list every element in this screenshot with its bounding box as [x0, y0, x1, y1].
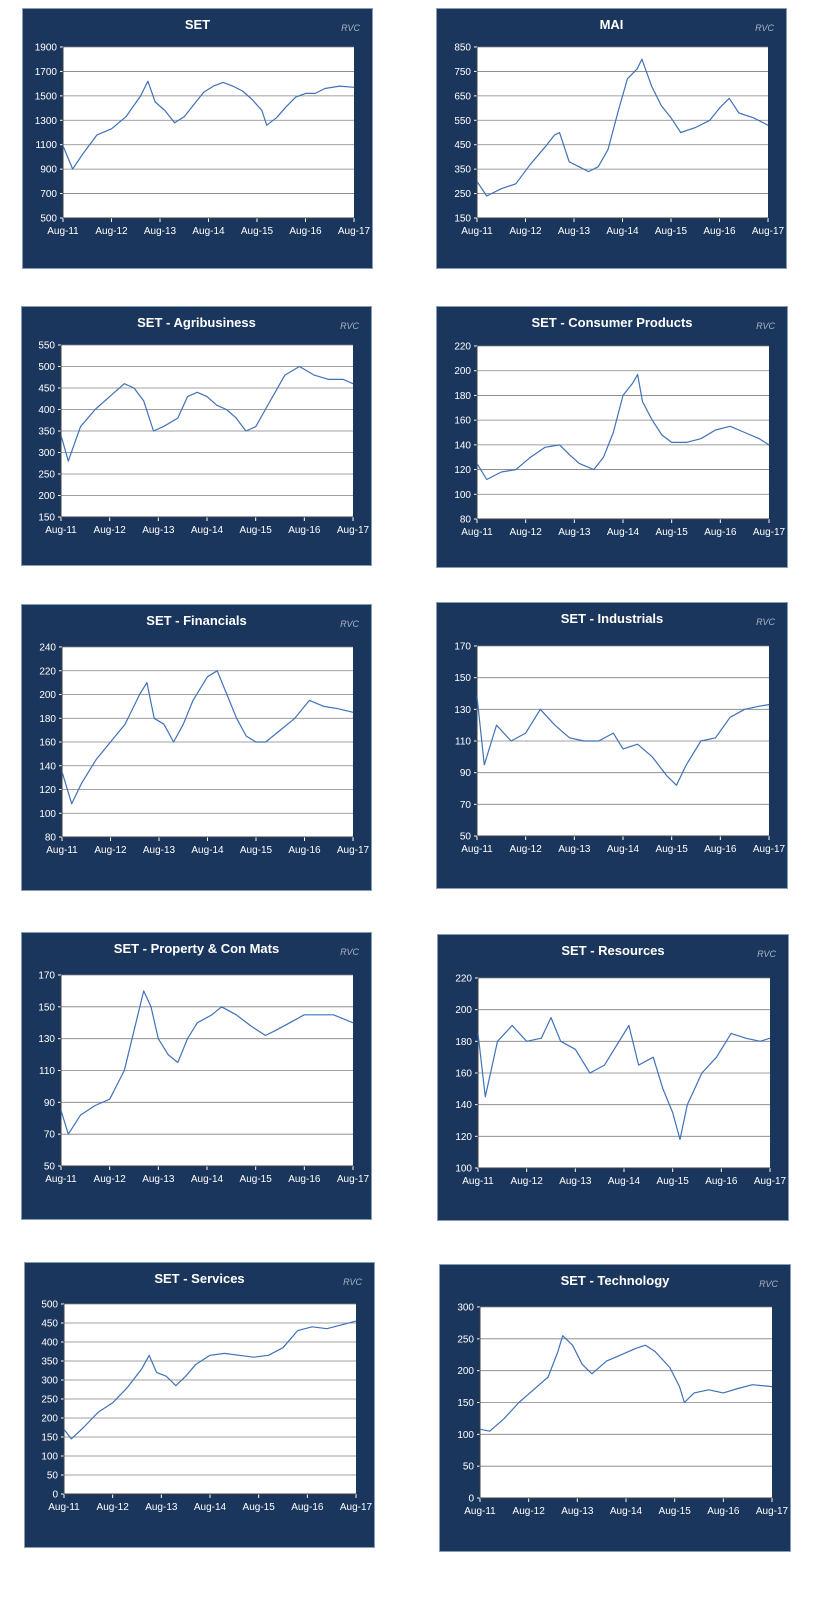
chart-title: SET - Agribusiness — [137, 315, 256, 330]
y-tick-label: 200 — [41, 1413, 58, 1425]
y-tick-label: 150 — [457, 1398, 474, 1409]
y-tick-label: 250 — [41, 1394, 58, 1406]
y-tick-label: 180 — [39, 713, 56, 725]
y-tick-label: 1700 — [34, 66, 57, 78]
chart-plot-svg — [437, 9, 788, 270]
y-tick-label: 130 — [454, 704, 471, 716]
y-tick-label: 160 — [455, 1068, 472, 1080]
x-tick-label: Aug-11 — [45, 1174, 77, 1185]
y-tick-label: 110 — [39, 1066, 55, 1077]
y-tick-label: 400 — [38, 405, 55, 416]
x-tick-label: Aug-13 — [143, 226, 177, 237]
y-tick-label: 1500 — [34, 91, 57, 103]
y-tick-label: 160 — [454, 415, 471, 427]
chart-title: SET — [184, 17, 211, 32]
y-tick-label: 140 — [39, 761, 56, 773]
chart-title: SET - Industrials — [560, 611, 664, 626]
chart-panel-consumer-products — [436, 306, 788, 568]
chart-title: MAI — [599, 17, 624, 32]
y-tick-label: 220 — [455, 973, 472, 985]
y-tick-label: 80 — [459, 514, 471, 526]
x-tick-label: Aug-14 — [193, 1502, 227, 1513]
x-tick-label: Aug-13 — [557, 226, 591, 237]
chart-panel-mai — [436, 8, 787, 269]
x-tick-label: Aug-15 — [655, 527, 688, 538]
y-tick-label: 250 — [38, 469, 55, 481]
y-tick-label: 150 — [454, 213, 471, 225]
x-tick-label: Aug-14 — [606, 226, 639, 237]
x-tick-label: Aug-14 — [190, 1174, 224, 1185]
y-tick-label: 650 — [454, 91, 471, 103]
x-tick-label: Aug-17 — [752, 527, 786, 538]
y-tick-label: 700 — [40, 189, 57, 201]
x-tick-label: Aug-14 — [191, 845, 224, 856]
y-tick-label: 130 — [38, 1034, 55, 1046]
plot-area — [63, 47, 354, 218]
y-tick-label: 70 — [43, 1129, 55, 1141]
x-tick-label: Aug-11 — [48, 1502, 80, 1513]
y-tick-label: 250 — [457, 1334, 474, 1346]
y-tick-label: 170 — [454, 641, 471, 653]
y-tick-label: 900 — [40, 164, 57, 176]
x-tick-label: Aug-12 — [93, 525, 126, 536]
chart-panel-resources — [437, 934, 789, 1221]
chart-plot-svg — [437, 307, 789, 569]
y-tick-label: 0 — [468, 1493, 474, 1505]
y-tick-label: 80 — [44, 832, 56, 844]
x-tick-label: Aug-14 — [607, 1176, 641, 1187]
chart-plot-svg — [22, 307, 373, 567]
y-tick-label: 200 — [38, 491, 55, 502]
y-tick-label: 100 — [41, 1451, 58, 1463]
y-tick-label: 500 — [38, 362, 55, 373]
y-tick-label: 1300 — [34, 115, 57, 127]
chart-panel-financials — [21, 604, 372, 891]
x-tick-label: Aug-16 — [288, 845, 321, 856]
y-tick-label: 90 — [43, 1097, 55, 1109]
y-tick-label: 550 — [454, 115, 471, 127]
rvc-badge: RVC — [343, 1277, 362, 1287]
x-tick-label: Aug-16 — [707, 1506, 740, 1517]
x-tick-label: Aug-17 — [752, 844, 786, 855]
y-tick-label: 50 — [462, 1461, 474, 1473]
y-tick-label: 140 — [454, 440, 471, 452]
chart-title: SET - Property & Con Mats — [113, 941, 280, 956]
y-tick-label: 100 — [454, 489, 471, 501]
x-tick-label: Aug-11 — [46, 845, 78, 856]
y-tick-label: 50 — [43, 1161, 55, 1173]
chart-plot-svg — [22, 933, 373, 1221]
chart-title: SET - Services — [154, 1271, 245, 1286]
y-tick-label: 220 — [39, 666, 56, 678]
y-tick-label: 180 — [454, 390, 471, 402]
y-tick-label: 140 — [455, 1100, 472, 1112]
y-tick-label: 170 — [38, 970, 55, 982]
chart-plot-svg — [23, 9, 374, 270]
x-tick-label: Aug-14 — [190, 525, 224, 536]
y-tick-label: 300 — [41, 1375, 58, 1387]
chart-title: SET - Consumer Products — [531, 315, 693, 330]
x-tick-label: Aug-16 — [289, 226, 322, 237]
x-tick-label: Aug-17 — [336, 525, 370, 536]
y-tick-label: 100 — [457, 1429, 474, 1441]
y-tick-label: 1100 — [35, 140, 57, 152]
x-tick-label: Aug-11 — [461, 226, 493, 237]
x-tick-label: Aug-15 — [655, 844, 688, 855]
y-tick-label: 450 — [38, 383, 55, 395]
x-tick-label: Aug-14 — [609, 1506, 643, 1517]
y-tick-label: 150 — [38, 512, 55, 524]
x-tick-label: Aug-16 — [291, 1502, 324, 1513]
x-tick-label: Aug-12 — [96, 1502, 129, 1513]
x-tick-label: Aug-12 — [93, 1174, 126, 1185]
rvc-badge: RVC — [340, 619, 359, 629]
x-tick-label: Aug-12 — [95, 226, 128, 237]
y-tick-label: 200 — [457, 1366, 474, 1378]
y-tick-label: 0 — [52, 1489, 58, 1501]
x-tick-label: Aug-13 — [145, 1502, 178, 1513]
x-tick-label: Aug-12 — [512, 1506, 545, 1517]
y-tick-label: 350 — [454, 164, 471, 176]
chart-panel-property-con-mats — [21, 932, 372, 1220]
chart-panel-industrials — [436, 602, 788, 889]
y-tick-label: 240 — [39, 642, 56, 654]
y-tick-label: 400 — [41, 1337, 58, 1349]
y-tick-label: 180 — [455, 1036, 472, 1048]
x-tick-label: Aug-15 — [240, 226, 274, 237]
rvc-badge: RVC — [759, 1279, 778, 1289]
x-tick-label: Aug-14 — [606, 844, 640, 855]
y-tick-label: 150 — [38, 1002, 55, 1014]
y-tick-label: 550 — [38, 340, 55, 352]
y-tick-label: 200 — [455, 1005, 472, 1017]
y-tick-label: 750 — [454, 66, 471, 78]
y-tick-label: 150 — [454, 673, 471, 685]
x-tick-label: Aug-13 — [561, 1506, 594, 1517]
y-tick-label: 450 — [41, 1318, 58, 1330]
y-tick-label: 100 — [455, 1163, 472, 1175]
x-tick-label: Aug-17 — [755, 1506, 789, 1517]
y-tick-label: 120 — [455, 1131, 472, 1143]
x-tick-label: Aug-11 — [461, 527, 493, 538]
chart-plot-svg — [25, 1263, 376, 1549]
chart-panel-technology — [439, 1264, 791, 1552]
x-tick-label: Aug-15 — [239, 525, 272, 536]
x-tick-label: Aug-15 — [654, 226, 688, 237]
x-tick-label: Aug-13 — [142, 845, 176, 856]
chart-plot-svg — [437, 603, 789, 890]
rvc-badge: RVC — [757, 949, 776, 959]
chart-title: SET - Resources — [561, 943, 665, 958]
x-tick-label: Aug-11 — [47, 226, 79, 237]
chart-panel-agribusiness — [21, 306, 372, 566]
x-tick-label: Aug-17 — [753, 1176, 787, 1187]
rvc-badge: RVC — [756, 321, 775, 331]
x-tick-label: Aug-17 — [337, 226, 371, 237]
chart-plot-svg — [440, 1265, 792, 1553]
rvc-badge: RVC — [340, 321, 359, 331]
x-tick-label: Aug-12 — [509, 527, 542, 538]
x-tick-label: Aug-13 — [558, 527, 591, 538]
x-tick-label: Aug-16 — [288, 525, 321, 536]
plot-area — [477, 346, 769, 519]
y-tick-label: 500 — [41, 1299, 58, 1311]
x-tick-label: Aug-14 — [606, 527, 640, 538]
x-tick-label: Aug-15 — [658, 1506, 691, 1517]
y-tick-label: 100 — [39, 808, 56, 820]
y-tick-label: 120 — [454, 465, 471, 477]
x-tick-label: Aug-13 — [142, 1174, 175, 1185]
rvc-badge: RVC — [340, 947, 359, 957]
x-tick-label: Aug-17 — [751, 226, 785, 237]
y-tick-label: 220 — [454, 341, 471, 353]
y-tick-label: 200 — [454, 366, 471, 378]
x-tick-label: Aug-11 — [461, 844, 493, 855]
y-tick-label: 350 — [41, 1356, 58, 1368]
x-tick-label: Aug-13 — [559, 1176, 592, 1187]
y-tick-label: 120 — [39, 785, 56, 796]
x-tick-label: Aug-11 — [45, 525, 77, 536]
x-tick-label: Aug-15 — [239, 845, 273, 856]
y-tick-label: 250 — [454, 189, 471, 201]
x-tick-label: Aug-17 — [339, 1502, 373, 1513]
x-tick-label: Aug-15 — [239, 1174, 272, 1185]
chart-panel-services — [24, 1262, 375, 1548]
x-tick-label: Aug-17 — [336, 1174, 370, 1185]
chart-panel-set — [22, 8, 373, 269]
x-tick-label: Aug-16 — [703, 226, 736, 237]
y-tick-label: 300 — [38, 448, 55, 459]
x-tick-label: Aug-16 — [704, 527, 737, 538]
x-tick-label: Aug-12 — [94, 845, 127, 856]
plot-area — [477, 47, 768, 218]
y-tick-label: 50 — [459, 831, 471, 843]
x-tick-label: Aug-16 — [705, 1176, 738, 1187]
y-tick-label: 50 — [46, 1470, 58, 1482]
x-tick-label: Aug-11 — [464, 1506, 496, 1517]
y-tick-label: 160 — [39, 737, 56, 749]
x-tick-label: Aug-12 — [509, 226, 542, 237]
y-tick-label: 200 — [39, 690, 56, 701]
x-tick-label: Aug-17 — [336, 845, 370, 856]
y-tick-label: 300 — [457, 1302, 474, 1314]
rvc-badge: RVC — [755, 23, 774, 33]
y-tick-label: 500 — [40, 213, 57, 225]
x-tick-label: Aug-13 — [558, 844, 591, 855]
y-tick-label: 90 — [459, 768, 471, 780]
x-tick-label: Aug-13 — [142, 525, 175, 536]
chart-title: SET - Financials — [146, 613, 247, 628]
x-tick-label: Aug-12 — [509, 844, 542, 855]
y-tick-label: 1900 — [34, 42, 57, 54]
y-tick-label: 70 — [459, 799, 471, 811]
x-tick-label: Aug-16 — [704, 844, 737, 855]
x-tick-label: Aug-15 — [656, 1176, 689, 1187]
chart-plot-svg — [22, 605, 373, 892]
y-tick-label: 850 — [454, 42, 471, 54]
y-tick-label: 350 — [38, 426, 55, 438]
rvc-badge: RVC — [341, 23, 360, 33]
x-tick-label: Aug-16 — [288, 1174, 321, 1185]
x-tick-label: Aug-12 — [510, 1176, 543, 1187]
y-tick-label: 110 — [455, 736, 471, 748]
chart-plot-svg — [438, 935, 790, 1222]
y-tick-label: 450 — [454, 140, 471, 152]
rvc-badge: RVC — [756, 617, 775, 627]
chart-title: SET - Technology — [560, 1273, 670, 1288]
x-tick-label: Aug-14 — [192, 226, 225, 237]
y-tick-label: 150 — [41, 1432, 58, 1444]
x-tick-label: Aug-11 — [462, 1176, 494, 1187]
x-tick-label: Aug-15 — [242, 1502, 275, 1513]
